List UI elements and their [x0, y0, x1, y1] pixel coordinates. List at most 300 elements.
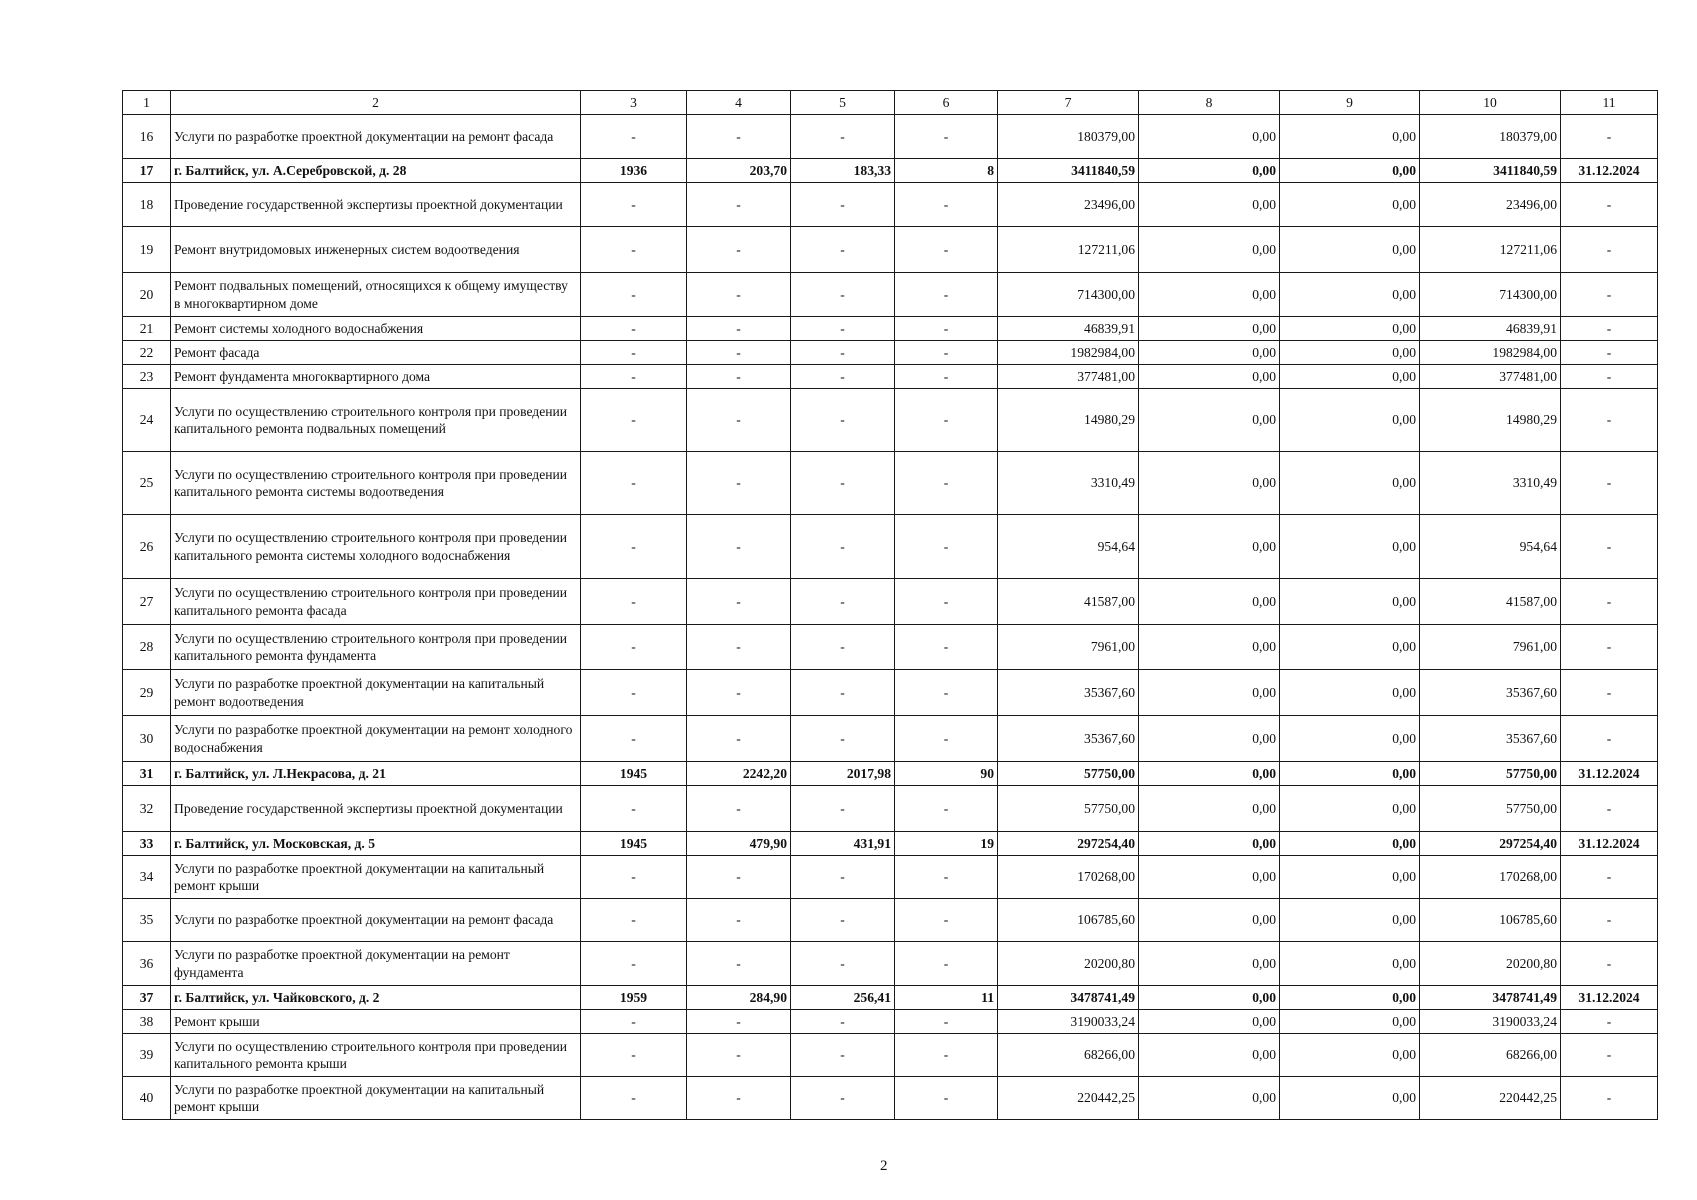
year-built-cell: 1945	[581, 832, 687, 856]
total-area-cell: -	[687, 899, 791, 942]
total-cost-cell: 377481,00	[998, 365, 1139, 389]
owner-funds-cell: 180379,00	[1420, 115, 1561, 159]
owner-funds-cell: 714300,00	[1420, 273, 1561, 317]
completion-date-cell: 31.12.2024	[1561, 159, 1658, 183]
owner-funds-cell: 41587,00	[1420, 579, 1561, 625]
living-area-cell: -	[791, 1034, 895, 1077]
year-built-cell: -	[581, 227, 687, 273]
year-built-cell: -	[581, 942, 687, 986]
completion-date-cell: -	[1561, 183, 1658, 227]
completion-date-cell: -	[1561, 452, 1658, 515]
work-description-cell: Ремонт фасада	[171, 341, 581, 365]
work-description-cell: Ремонт системы холодного водоснабжения	[171, 317, 581, 341]
row-number-cell: 27	[123, 579, 171, 625]
owner-funds-cell: 1982984,00	[1420, 341, 1561, 365]
table-row	[123, 786, 1658, 832]
row-number-cell: 21	[123, 317, 171, 341]
table-row	[123, 899, 1658, 942]
completion-date-cell: -	[1561, 786, 1658, 832]
living-area-cell: 256,41	[791, 986, 895, 1010]
owner-funds-cell: 127211,06	[1420, 227, 1561, 273]
residents-count-cell: -	[895, 317, 998, 341]
row-number-cell: 33	[123, 832, 171, 856]
residents-count-cell: -	[895, 1010, 998, 1034]
row-number-cell: 29	[123, 670, 171, 716]
residents-count-cell: -	[895, 1077, 998, 1120]
total-cost-cell: 14980,29	[998, 389, 1139, 452]
year-built-cell: -	[581, 716, 687, 762]
column-header: 9	[1280, 91, 1420, 115]
table-row-address	[123, 832, 1658, 856]
total-area-cell: -	[687, 515, 791, 579]
work-description-cell: г. Балтийск, ул. А.Серебровской, д. 28	[171, 159, 581, 183]
owner-funds-cell: 297254,40	[1420, 832, 1561, 856]
year-built-cell: -	[581, 365, 687, 389]
total-cost-cell: 180379,00	[998, 115, 1139, 159]
total-area-cell: -	[687, 1034, 791, 1077]
table-row-address	[123, 159, 1658, 183]
living-area-cell: -	[791, 579, 895, 625]
owner-funds-cell: 57750,00	[1420, 762, 1561, 786]
row-number-cell: 20	[123, 273, 171, 317]
work-description-cell: Услуги по разработке проектной документации на ремонт холодного водоснабжения	[171, 716, 581, 762]
year-built-cell: -	[581, 625, 687, 670]
year-built-cell: -	[581, 273, 687, 317]
year-built-cell: 1959	[581, 986, 687, 1010]
fund-cost-2-cell: 0,00	[1280, 515, 1420, 579]
completion-date-cell: -	[1561, 341, 1658, 365]
table-row	[123, 273, 1658, 317]
total-cost-cell: 954,64	[998, 515, 1139, 579]
work-description-cell: г. Балтийск, ул. Чайковского, д. 2	[171, 986, 581, 1010]
total-area-cell: -	[687, 1077, 791, 1120]
fund-cost-1-cell: 0,00	[1139, 942, 1280, 986]
table-row	[123, 365, 1658, 389]
completion-date-cell: -	[1561, 856, 1658, 899]
column-number-header-row	[123, 91, 1658, 115]
total-cost-cell: 41587,00	[998, 579, 1139, 625]
page-number: 2	[880, 1158, 888, 1174]
row-number-cell: 22	[123, 341, 171, 365]
fund-cost-2-cell: 0,00	[1280, 452, 1420, 515]
work-description-cell: Услуги по разработке проектной документации на ремонт фасада	[171, 115, 581, 159]
fund-cost-1-cell: 0,00	[1139, 159, 1280, 183]
work-description-cell: Услуги по разработке проектной документации на капитальный ремонт крыши	[171, 1077, 581, 1120]
completion-date-cell: -	[1561, 389, 1658, 452]
residents-count-cell: 90	[895, 762, 998, 786]
fund-cost-1-cell: 0,00	[1139, 515, 1280, 579]
living-area-cell: -	[791, 515, 895, 579]
fund-cost-1-cell: 0,00	[1139, 365, 1280, 389]
fund-cost-1-cell: 0,00	[1139, 579, 1280, 625]
living-area-cell: 2017,98	[791, 762, 895, 786]
table-row	[123, 1010, 1658, 1034]
fund-cost-2-cell: 0,00	[1280, 899, 1420, 942]
owner-funds-cell: 954,64	[1420, 515, 1561, 579]
owner-funds-cell: 377481,00	[1420, 365, 1561, 389]
fund-cost-2-cell: 0,00	[1280, 716, 1420, 762]
residents-count-cell: -	[895, 899, 998, 942]
work-description-cell: Услуги по осуществлению строительного контроля при проведении капитального ремонта подвальных помещений	[171, 389, 581, 452]
residents-count-cell: -	[895, 365, 998, 389]
owner-funds-cell: 3411840,59	[1420, 159, 1561, 183]
table-row-address	[123, 762, 1658, 786]
fund-cost-2-cell: 0,00	[1280, 1077, 1420, 1120]
living-area-cell: -	[791, 365, 895, 389]
living-area-cell: -	[791, 670, 895, 716]
fund-cost-2-cell: 0,00	[1280, 183, 1420, 227]
fund-cost-1-cell: 0,00	[1139, 762, 1280, 786]
residents-count-cell: -	[895, 389, 998, 452]
owner-funds-cell: 220442,25	[1420, 1077, 1561, 1120]
row-number-cell: 35	[123, 899, 171, 942]
residents-count-cell: -	[895, 716, 998, 762]
fund-cost-1-cell: 0,00	[1139, 183, 1280, 227]
column-header: 3	[581, 91, 687, 115]
total-cost-cell: 170268,00	[998, 856, 1139, 899]
work-description-cell: г. Балтийск, ул. Московская, д. 5	[171, 832, 581, 856]
fund-cost-2-cell: 0,00	[1280, 341, 1420, 365]
total-area-cell: -	[687, 1010, 791, 1034]
row-number-cell: 17	[123, 159, 171, 183]
total-area-cell: -	[687, 115, 791, 159]
row-number-cell: 19	[123, 227, 171, 273]
row-number-cell: 25	[123, 452, 171, 515]
fund-cost-2-cell: 0,00	[1280, 786, 1420, 832]
fund-cost-1-cell: 0,00	[1139, 899, 1280, 942]
living-area-cell: -	[791, 389, 895, 452]
fund-cost-2-cell: 0,00	[1280, 579, 1420, 625]
total-area-cell: -	[687, 942, 791, 986]
residents-count-cell: -	[895, 1034, 998, 1077]
fund-cost-2-cell: 0,00	[1280, 365, 1420, 389]
completion-date-cell: -	[1561, 227, 1658, 273]
owner-funds-cell: 68266,00	[1420, 1034, 1561, 1077]
owner-funds-cell: 57750,00	[1420, 786, 1561, 832]
completion-date-cell: -	[1561, 115, 1658, 159]
residents-count-cell: -	[895, 115, 998, 159]
fund-cost-1-cell: 0,00	[1139, 1034, 1280, 1077]
completion-date-cell: -	[1561, 273, 1658, 317]
year-built-cell: -	[581, 341, 687, 365]
completion-date-cell: -	[1561, 515, 1658, 579]
fund-cost-1-cell: 0,00	[1139, 670, 1280, 716]
owner-funds-cell: 35367,60	[1420, 670, 1561, 716]
table-row	[123, 856, 1658, 899]
fund-cost-1-cell: 0,00	[1139, 716, 1280, 762]
living-area-cell: -	[791, 1077, 895, 1120]
table-row	[123, 1077, 1658, 1120]
row-number-cell: 23	[123, 365, 171, 389]
year-built-cell: -	[581, 1010, 687, 1034]
total-cost-cell: 23496,00	[998, 183, 1139, 227]
owner-funds-cell: 106785,60	[1420, 899, 1561, 942]
completion-date-cell: -	[1561, 317, 1658, 341]
residents-count-cell: -	[895, 515, 998, 579]
table-row	[123, 670, 1658, 716]
total-cost-cell: 220442,25	[998, 1077, 1139, 1120]
total-cost-cell: 3411840,59	[998, 159, 1139, 183]
year-built-cell: -	[581, 579, 687, 625]
fund-cost-2-cell: 0,00	[1280, 1034, 1420, 1077]
table-row	[123, 227, 1658, 273]
row-number-cell: 36	[123, 942, 171, 986]
table-row	[123, 317, 1658, 341]
owner-funds-cell: 20200,80	[1420, 942, 1561, 986]
living-area-cell: -	[791, 942, 895, 986]
fund-cost-1-cell: 0,00	[1139, 1010, 1280, 1034]
owner-funds-cell: 23496,00	[1420, 183, 1561, 227]
total-area-cell: 284,90	[687, 986, 791, 1010]
row-number-cell: 18	[123, 183, 171, 227]
fund-cost-1-cell: 0,00	[1139, 317, 1280, 341]
year-built-cell: -	[581, 1034, 687, 1077]
living-area-cell: 183,33	[791, 159, 895, 183]
living-area-cell: -	[791, 183, 895, 227]
completion-date-cell: -	[1561, 579, 1658, 625]
residents-count-cell: -	[895, 625, 998, 670]
total-cost-cell: 68266,00	[998, 1034, 1139, 1077]
total-cost-cell: 3478741,49	[998, 986, 1139, 1010]
fund-cost-2-cell: 0,00	[1280, 317, 1420, 341]
living-area-cell: -	[791, 227, 895, 273]
total-cost-cell: 46839,91	[998, 317, 1139, 341]
owner-funds-cell: 3190033,24	[1420, 1010, 1561, 1034]
total-area-cell: -	[687, 716, 791, 762]
table-row	[123, 452, 1658, 515]
owner-funds-cell: 3478741,49	[1420, 986, 1561, 1010]
table-row	[123, 625, 1658, 670]
total-area-cell: 203,70	[687, 159, 791, 183]
year-built-cell: -	[581, 452, 687, 515]
fund-cost-2-cell: 0,00	[1280, 273, 1420, 317]
completion-date-cell: 31.12.2024	[1561, 832, 1658, 856]
living-area-cell: -	[791, 856, 895, 899]
total-area-cell: -	[687, 341, 791, 365]
column-header: 6	[895, 91, 998, 115]
fund-cost-1-cell: 0,00	[1139, 625, 1280, 670]
row-number-cell: 26	[123, 515, 171, 579]
fund-cost-2-cell: 0,00	[1280, 1010, 1420, 1034]
table-row	[123, 716, 1658, 762]
fund-cost-1-cell: 0,00	[1139, 452, 1280, 515]
residents-count-cell: -	[895, 341, 998, 365]
completion-date-cell: -	[1561, 716, 1658, 762]
work-description-cell: Услуги по разработке проектной документации на ремонт фасада	[171, 899, 581, 942]
total-area-cell: -	[687, 227, 791, 273]
column-header: 4	[687, 91, 791, 115]
owner-funds-cell: 170268,00	[1420, 856, 1561, 899]
fund-cost-2-cell: 0,00	[1280, 856, 1420, 899]
total-area-cell: -	[687, 579, 791, 625]
completion-date-cell: -	[1561, 670, 1658, 716]
completion-date-cell: 31.12.2024	[1561, 762, 1658, 786]
total-area-cell: -	[687, 856, 791, 899]
residents-count-cell: -	[895, 579, 998, 625]
residents-count-cell: -	[895, 273, 998, 317]
residents-count-cell: 19	[895, 832, 998, 856]
fund-cost-2-cell: 0,00	[1280, 115, 1420, 159]
row-number-cell: 37	[123, 986, 171, 1010]
row-number-cell: 39	[123, 1034, 171, 1077]
year-built-cell: -	[581, 786, 687, 832]
year-built-cell: -	[581, 183, 687, 227]
fund-cost-2-cell: 0,00	[1280, 986, 1420, 1010]
completion-date-cell: -	[1561, 1010, 1658, 1034]
living-area-cell: -	[791, 1010, 895, 1034]
residents-count-cell: -	[895, 183, 998, 227]
completion-date-cell: -	[1561, 1034, 1658, 1077]
fund-cost-2-cell: 0,00	[1280, 159, 1420, 183]
column-header: 11	[1561, 91, 1658, 115]
residents-count-cell: -	[895, 452, 998, 515]
work-description-cell: Проведение государственной экспертизы проектной документации	[171, 183, 581, 227]
fund-cost-1-cell: 0,00	[1139, 389, 1280, 452]
total-area-cell: -	[687, 317, 791, 341]
row-number-cell: 28	[123, 625, 171, 670]
year-built-cell: -	[581, 899, 687, 942]
column-header: 8	[1139, 91, 1280, 115]
total-area-cell: -	[687, 389, 791, 452]
row-number-cell: 30	[123, 716, 171, 762]
residents-count-cell: -	[895, 227, 998, 273]
owner-funds-cell: 35367,60	[1420, 716, 1561, 762]
total-area-cell: -	[687, 183, 791, 227]
total-area-cell: -	[687, 670, 791, 716]
column-header: 10	[1420, 91, 1561, 115]
table-row	[123, 115, 1658, 159]
year-built-cell: -	[581, 515, 687, 579]
year-built-cell: 1945	[581, 762, 687, 786]
table-row	[123, 183, 1658, 227]
total-cost-cell: 57750,00	[998, 786, 1139, 832]
fund-cost-1-cell: 0,00	[1139, 832, 1280, 856]
fund-cost-1-cell: 0,00	[1139, 1077, 1280, 1120]
living-area-cell: -	[791, 115, 895, 159]
fund-cost-1-cell: 0,00	[1139, 227, 1280, 273]
living-area-cell: -	[791, 341, 895, 365]
living-area-cell: -	[791, 716, 895, 762]
total-cost-cell: 127211,06	[998, 227, 1139, 273]
row-number-cell: 32	[123, 786, 171, 832]
total-cost-cell: 106785,60	[998, 899, 1139, 942]
work-description-cell: Ремонт подвальных помещений, относящихся к общему имуществу в многоквартирном доме	[171, 273, 581, 317]
total-area-cell: -	[687, 625, 791, 670]
table-row	[123, 1034, 1658, 1077]
work-description-cell: Услуги по разработке проектной документации на ремонт фундамента	[171, 942, 581, 986]
completion-date-cell: -	[1561, 625, 1658, 670]
total-cost-cell: 35367,60	[998, 670, 1139, 716]
completion-date-cell: -	[1561, 899, 1658, 942]
total-area-cell: 479,90	[687, 832, 791, 856]
total-cost-cell: 1982984,00	[998, 341, 1139, 365]
completion-date-cell: 31.12.2024	[1561, 986, 1658, 1010]
row-number-cell: 16	[123, 115, 171, 159]
year-built-cell: -	[581, 389, 687, 452]
owner-funds-cell: 3310,49	[1420, 452, 1561, 515]
living-area-cell: 431,91	[791, 832, 895, 856]
total-area-cell: -	[687, 273, 791, 317]
column-header: 7	[998, 91, 1139, 115]
year-built-cell: -	[581, 1077, 687, 1120]
column-header: 2	[171, 91, 581, 115]
total-cost-cell: 7961,00	[998, 625, 1139, 670]
fund-cost-1-cell: 0,00	[1139, 786, 1280, 832]
completion-date-cell: -	[1561, 942, 1658, 986]
fund-cost-2-cell: 0,00	[1280, 670, 1420, 716]
living-area-cell: -	[791, 317, 895, 341]
column-header: 5	[791, 91, 895, 115]
work-description-cell: Услуги по осуществлению строительного контроля при проведении капитального ремонта фундамента	[171, 625, 581, 670]
fund-cost-2-cell: 0,00	[1280, 227, 1420, 273]
table-body	[123, 115, 1658, 1120]
completion-date-cell: -	[1561, 365, 1658, 389]
fund-cost-1-cell: 0,00	[1139, 986, 1280, 1010]
owner-funds-cell: 46839,91	[1420, 317, 1561, 341]
table-row	[123, 942, 1658, 986]
total-cost-cell: 714300,00	[998, 273, 1139, 317]
residents-count-cell: 11	[895, 986, 998, 1010]
fund-cost-1-cell: 0,00	[1139, 115, 1280, 159]
completion-date-cell: -	[1561, 1077, 1658, 1120]
work-description-cell: Ремонт крыши	[171, 1010, 581, 1034]
fund-cost-2-cell: 0,00	[1280, 389, 1420, 452]
work-description-cell: Проведение государственной экспертизы проектной документации	[171, 786, 581, 832]
row-number-cell: 40	[123, 1077, 171, 1120]
work-description-cell: Ремонт фундамента многоквартирного дома	[171, 365, 581, 389]
work-description-cell: Услуги по разработке проектной документации на капитальный ремонт крыши	[171, 856, 581, 899]
fund-cost-2-cell: 0,00	[1280, 762, 1420, 786]
residents-count-cell: -	[895, 786, 998, 832]
residents-count-cell: 8	[895, 159, 998, 183]
work-description-cell: г. Балтийск, ул. Л.Некрасова, д. 21	[171, 762, 581, 786]
total-area-cell: -	[687, 365, 791, 389]
table-row	[123, 389, 1658, 452]
total-area-cell: -	[687, 452, 791, 515]
year-built-cell: -	[581, 856, 687, 899]
living-area-cell: -	[791, 899, 895, 942]
table-row	[123, 579, 1658, 625]
table-row-address	[123, 986, 1658, 1010]
row-number-cell: 34	[123, 856, 171, 899]
fund-cost-2-cell: 0,00	[1280, 625, 1420, 670]
residents-count-cell: -	[895, 670, 998, 716]
fund-cost-1-cell: 0,00	[1139, 856, 1280, 899]
work-description-cell: Услуги по разработке проектной документации на капитальный ремонт водоотведения	[171, 670, 581, 716]
living-area-cell: -	[791, 786, 895, 832]
owner-funds-cell: 14980,29	[1420, 389, 1561, 452]
total-cost-cell: 57750,00	[998, 762, 1139, 786]
year-built-cell: -	[581, 317, 687, 341]
living-area-cell: -	[791, 452, 895, 515]
work-description-cell: Ремонт внутридомовых инженерных систем водоотведения	[171, 227, 581, 273]
row-number-cell: 38	[123, 1010, 171, 1034]
total-cost-cell: 3310,49	[998, 452, 1139, 515]
capital-repair-table	[122, 90, 1658, 1120]
fund-cost-2-cell: 0,00	[1280, 832, 1420, 856]
year-built-cell: 1936	[581, 159, 687, 183]
owner-funds-cell: 7961,00	[1420, 625, 1561, 670]
work-description-cell: Услуги по осуществлению строительного контроля при проведении капитального ремонта крыши	[171, 1034, 581, 1077]
fund-cost-2-cell: 0,00	[1280, 942, 1420, 986]
total-cost-cell: 3190033,24	[998, 1010, 1139, 1034]
total-cost-cell: 297254,40	[998, 832, 1139, 856]
living-area-cell: -	[791, 625, 895, 670]
residents-count-cell: -	[895, 856, 998, 899]
residents-count-cell: -	[895, 942, 998, 986]
total-area-cell: 2242,20	[687, 762, 791, 786]
column-header: 1	[123, 91, 171, 115]
